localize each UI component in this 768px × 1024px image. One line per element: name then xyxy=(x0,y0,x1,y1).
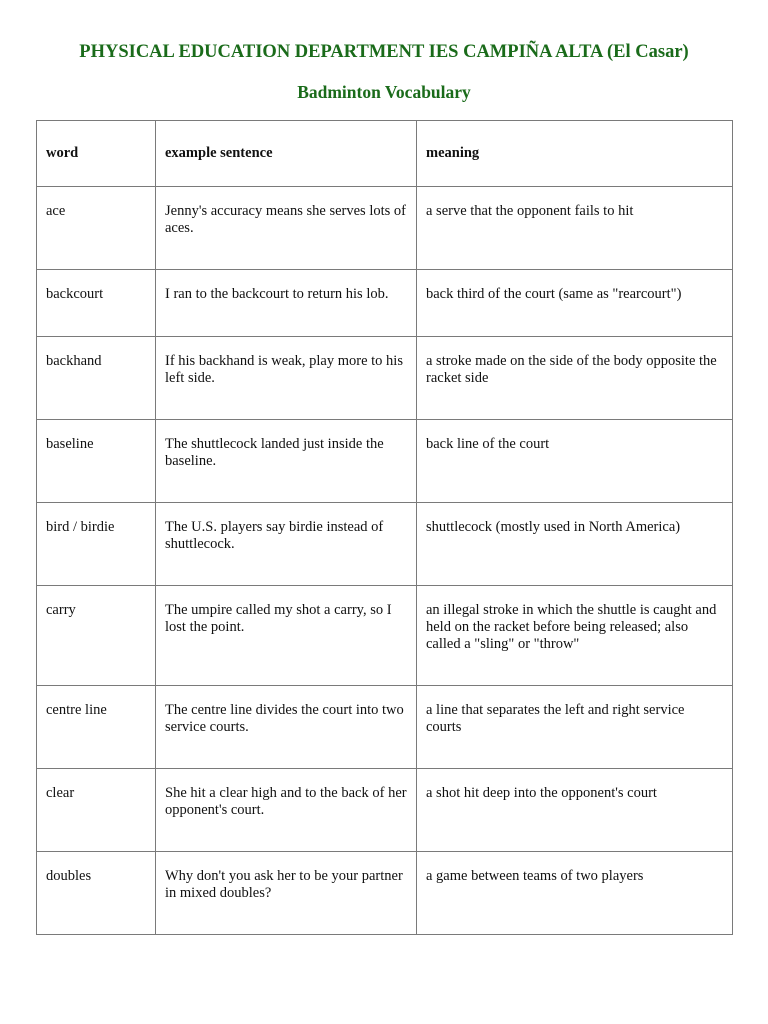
word-cell: backhand xyxy=(37,337,156,420)
word-cell: centre line xyxy=(37,686,156,769)
example-cell: The U.S. players say birdie instead of shuttlecock. xyxy=(156,503,417,586)
word-cell: bird / birdie xyxy=(37,503,156,586)
meaning-cell: a serve that the opponent fails to hit xyxy=(417,187,733,270)
example-cell: The shuttlecock landed just inside the baseline. xyxy=(156,420,417,503)
table-row xyxy=(37,852,733,935)
word-cell: ace xyxy=(37,187,156,270)
meaning-cell: a shot hit deep into the opponent's court xyxy=(417,769,733,852)
word-cell: clear xyxy=(37,769,156,852)
example-cell: The umpire called my shot a carry, so I lost the point. xyxy=(156,586,417,686)
column-header-word: word xyxy=(37,121,156,187)
table-row xyxy=(37,769,733,852)
meaning-cell: shuttlecock (mostly used in North America) xyxy=(417,503,733,586)
meaning-cell: an illegal stroke in which the shuttle is caught and held on the racket before being released; also called a "sling" or "throw" xyxy=(417,586,733,686)
page-title: Badminton Vocabulary xyxy=(297,82,471,102)
example-cell: If his backhand is weak, play more to his left side. xyxy=(156,337,417,420)
table-row xyxy=(37,270,733,337)
table-row xyxy=(37,187,733,270)
word-cell: doubles xyxy=(37,852,156,935)
meaning-cell: back third of the court (same as "rearcourt") xyxy=(417,270,733,337)
table-row xyxy=(37,420,733,503)
table-row xyxy=(37,503,733,586)
example-cell: The centre line divides the court into two service courts. xyxy=(156,686,417,769)
column-header-example: example sentence xyxy=(156,121,417,187)
column-header-meaning: meaning xyxy=(417,121,733,187)
department-heading: PHYSICAL EDUCATION DEPARTMENT IES CAMPIÑA ALTA (El Casar) xyxy=(79,42,689,62)
word-cell: backcourt xyxy=(37,270,156,337)
table-header-row xyxy=(37,121,733,187)
meaning-cell: a stroke made on the side of the body opposite the racket side xyxy=(417,337,733,420)
meaning-cell: back line of the court xyxy=(417,420,733,503)
example-cell: Jenny's accuracy means she serves lots of aces. xyxy=(156,187,417,270)
vocabulary-table xyxy=(36,120,733,935)
meaning-cell: a line that separates the left and right service courts xyxy=(417,686,733,769)
example-cell: She hit a clear high and to the back of her opponent's court. xyxy=(156,769,417,852)
word-cell: carry xyxy=(37,586,156,686)
word-cell: baseline xyxy=(37,420,156,503)
table-row xyxy=(37,337,733,420)
table-row xyxy=(37,686,733,769)
meaning-cell: a game between teams of two players xyxy=(417,852,733,935)
example-cell: I ran to the backcourt to return his lob. xyxy=(156,270,417,337)
example-cell: Why don't you ask her to be your partner in mixed doubles? xyxy=(156,852,417,935)
table-row xyxy=(37,586,733,686)
